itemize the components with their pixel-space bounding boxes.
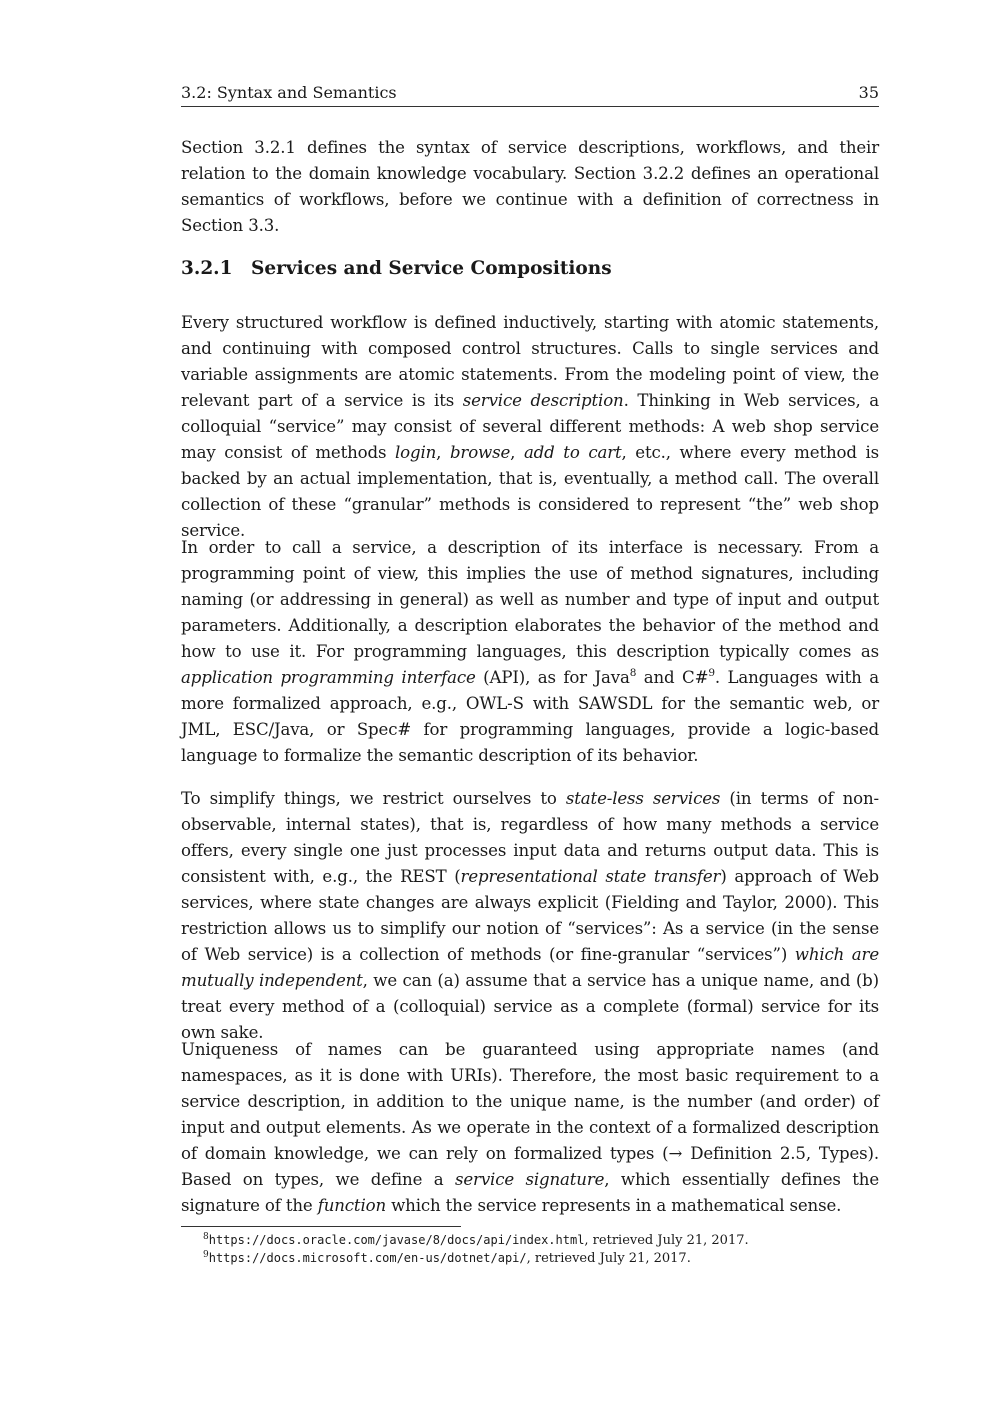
running-title: 3.2: Syntax and Semantics	[181, 83, 397, 102]
paragraph-workflow-definition: Every structured workflow is defined inductively, starting with atomic statements, and continuing with composed control structures. Calls to single services and variable assignments are atomic statements. From the modeling point of view, the relevant part of a service is its service description. Thinking in Web services, a colloquial “service” may consist of several different methods: A web shop service may consist of methods login, browse, add to cart, etc., where every method is backed by an actual implementation, that is, eventually, a method call. The overall collection of these “granular” methods is considered to represent “the” web shop service.	[181, 313, 879, 540]
intro-paragraph: Section 3.2.1 defines the syntax of service descriptions, workflows, and their relation to the domain knowledge vocabulary. Section 3.2.2 defines an operational semantics of workflows, before we continue with a definition of correctness in Section 3.3.	[181, 138, 879, 235]
footnote-9: $^9$https://docs.microsoft.com/en-us/dotnet/api/, retrieved July 21, 2017.	[203, 1250, 691, 1266]
running-header	[181, 82, 879, 107]
emphasis: function	[317, 1196, 386, 1215]
emphasis: which are mutually independent	[181, 945, 880, 990]
emphasis: add to cart	[523, 443, 622, 462]
section-heading	[181, 256, 879, 282]
footnote-link[interactable]: https://docs.oracle.com/javase/8/docs/api/index.html	[208, 1233, 585, 1247]
emphasis: login	[394, 443, 437, 462]
emphasis: representational state transfer	[460, 867, 721, 886]
section-number: 3.2.1	[181, 258, 233, 279]
footnote-link[interactable]: https://docs.microsoft.com/en-us/dotnet/api/	[208, 1251, 527, 1265]
paragraph-service-interface: In order to call a service, a description of its interface is necessary. From a programming point of view, this implies the use of method signatures, including naming (or addressing in general) as well as number and type of input and output parameters. Additionally, a description elaborates the behavior of the method and how to use it. For programming languages, this description typically comes as application programming interface (API), as for Java$^8$ and C#$^9$. Languages with a more formalized approach, e.g., OWL-S with SAWSDL for the semantic web, or JML, ESC/Java, or Spec# for programming languages, provide a logic-based language to formalize the semantic description of its behavior.	[181, 538, 879, 765]
paragraph-service-signature: Uniqueness of names can be guaranteed using appropriate names (and namespaces, as it is done with URIs). Therefore, the most basic requirement to a service description, in addition to the unique name, is the number (and order) of input and output elements. As we operate in the context of a formalized description of domain knowledge, we can rely on formalized types (→ Definition 2.5, Types). Based on types, we define a service signature, which essentially defines the signature of the function which the service represents in a mathematical sense.	[181, 1040, 879, 1215]
footnote-ref-8[interactable]: 8	[629, 667, 637, 679]
emphasis: browse	[449, 443, 511, 462]
emphasis: service description	[462, 391, 624, 410]
emphasis: service signature	[455, 1170, 605, 1189]
emphasis: state-less services	[565, 789, 721, 808]
page-number: 35	[858, 83, 879, 102]
footnote-ref-9[interactable]: 9	[708, 667, 715, 679]
footnote-8: $^8$https://docs.oracle.com/javase/8/docs/api/index.html, retrieved July 21, 2017.	[203, 1232, 749, 1248]
section-title: Services and Service Compositions	[251, 258, 612, 279]
emphasis: application programming interface	[181, 668, 476, 687]
paragraph-stateless-services: To simplify things, we restrict ourselves to state-less services (in terms of non-observable, internal states), that is, regardless of how many methods a service offers, every single one just processes input data and returns output data. This is consistent with, e.g., the REST (representational state transfer) approach of Web services, where state changes are always explicit (Fielding and Taylor, 2000). This restriction allows us to simplify our notion of “services”: As a service (in the sense of Web service) is a collection of methods (or fine-granular “services”) which are mutually independent, we can (a) assume that a service has a unique name, and (b) treat every method of a (colloquial) service as a complete (formal) service for its own sake.	[181, 789, 880, 1042]
footnote-divider	[181, 1226, 461, 1227]
